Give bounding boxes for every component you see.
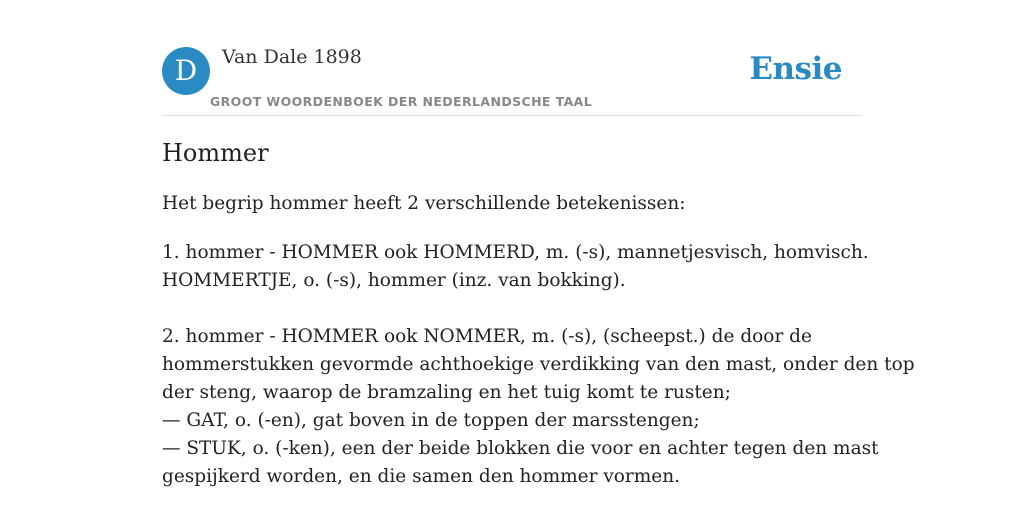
source-subtitle: GROOT WOORDENBOEK DER NEDERLANDSCHE TAAL xyxy=(210,94,593,109)
definitions xyxy=(162,239,915,491)
definition-1-line-1: 1. hommer - HOMMER ook HOMMERD, m. (-s), mannetjesvisch, homvisch. xyxy=(162,242,869,263)
entry-term: Hommer xyxy=(162,139,269,167)
definition-2-line-4: — GAT, o. (-en), gat boven in de toppen der marsstengen; xyxy=(162,410,700,431)
definition-2-line-2: hommerstukken gevormde achthoekige verdikking van den mast, onder den top xyxy=(162,354,915,375)
definition-1-line-2: HOMMERTJE, o. (-s), hommer (inz. van bokking). xyxy=(162,270,626,291)
definition-separator xyxy=(162,295,862,323)
definition-2-line-3: der steng, waarop de bramzaling en het tuig komt te rusten; xyxy=(162,382,731,403)
header xyxy=(162,0,862,116)
definition-2-line-6: gespijkerd worden, en die samen den hommer vormen. xyxy=(162,466,681,487)
brand-logo[interactable]: Ensie xyxy=(749,51,842,87)
definition-2-line-1: 2. hommer - HOMMER ook NOMMER, m. (-s), (scheepst.) de door de xyxy=(162,326,812,347)
definition-2-line-5: — STUK, o. (-ken), een der beide blokken die voor en achter tegen den mast xyxy=(162,438,879,459)
source-logo[interactable]: D xyxy=(162,47,210,95)
page xyxy=(162,0,915,487)
source-title[interactable]: Van Dale 1898 xyxy=(222,46,362,68)
entry-intro: Het begrip hommer heeft 2 verschillende betekenissen: xyxy=(162,193,686,214)
